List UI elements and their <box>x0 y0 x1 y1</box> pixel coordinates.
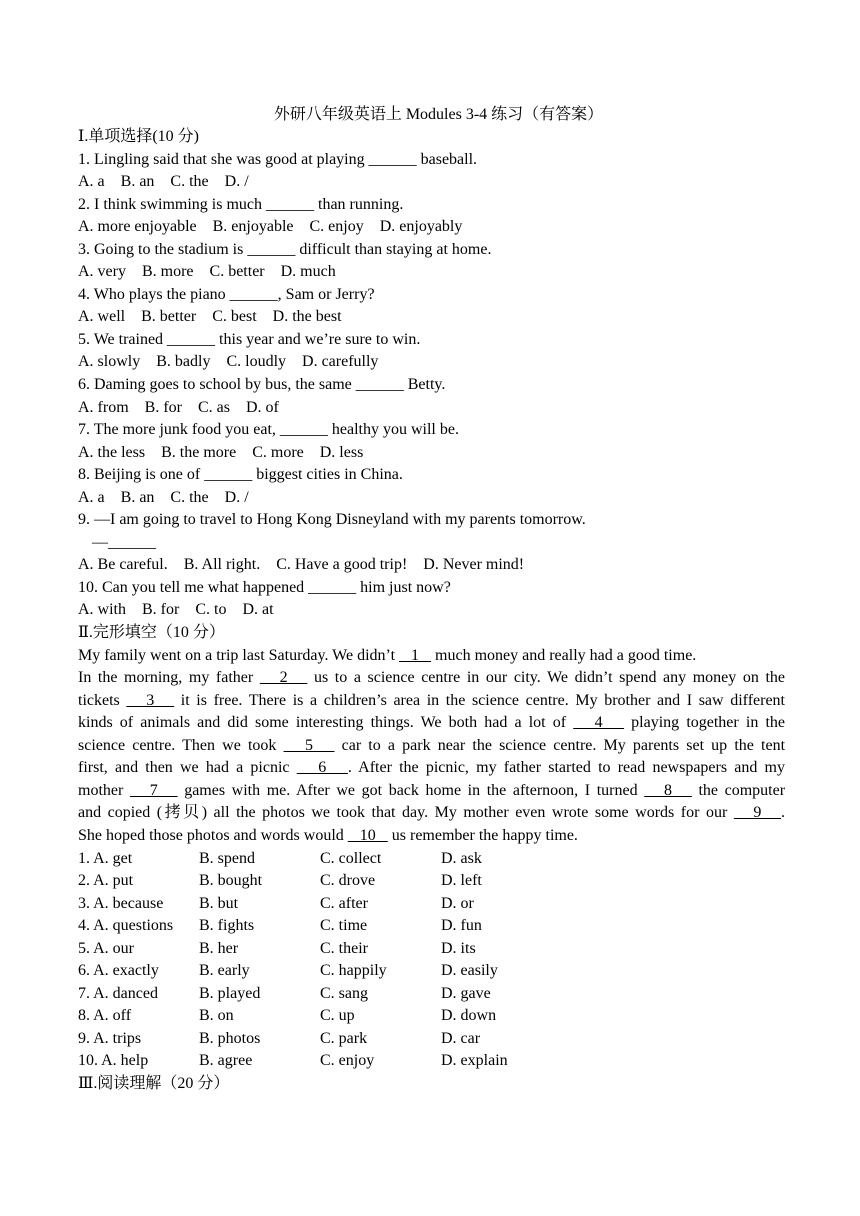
question-2-options: A. more enjoyable B. enjoyable C. enjoy D. enjoyably <box>78 218 463 236</box>
question-8-options: A. a B. an C. the D. / <box>78 488 249 506</box>
choice-option: D. explain <box>441 1052 508 1070</box>
passage-text: She hoped those photos and words would <box>78 826 348 844</box>
passage-text: and copied (拷贝) all the photos we took that day. My mother even wrote some words for our <box>78 804 734 822</box>
choice-option: B. agree <box>199 1052 253 1070</box>
choice-option: 3. A. because <box>78 894 164 912</box>
choice-option: 5. A. our <box>78 939 134 957</box>
question-7: 7. The more junk food you eat, ______ healthy you will be. <box>78 421 459 439</box>
choice-option: B. spend <box>199 849 255 867</box>
choice-option: D. left <box>441 872 482 890</box>
choice-option: D. ask <box>441 849 482 867</box>
choice-row <box>78 915 785 938</box>
choice-option: C. after <box>320 894 368 912</box>
passage-text: In the morning, my father <box>78 669 260 687</box>
question-3-options: A. very B. more C. better D. much <box>78 263 336 281</box>
choice-row <box>78 1005 785 1028</box>
question-1-options: A. a B. an C. the D. / <box>78 173 249 191</box>
choice-option: D. or <box>441 894 474 912</box>
passage-text: science centre. Then we took <box>78 736 284 754</box>
question-4: 4. Who plays the piano ______, Sam or Jerry? <box>78 285 375 303</box>
choice-option: B. on <box>199 1007 234 1025</box>
passage-line <box>78 757 785 780</box>
choice-option: 10. A. help <box>78 1052 149 1070</box>
choice-row <box>78 893 785 916</box>
choice-option: B. but <box>199 894 239 912</box>
choice-row <box>78 938 785 961</box>
question-2: 2. I think swimming is much ______ than running. <box>78 195 404 213</box>
choice-option: 6. A. exactly <box>78 962 159 980</box>
passage-text: . After the picnic, my father started to read newspapers and my <box>347 759 786 777</box>
passage-text: playing together in the <box>624 714 786 732</box>
choice-row <box>78 983 785 1006</box>
choice-option: D. easily <box>441 962 498 980</box>
page-title: 外研八年级英语上 Modules 3-4 练习（有答案） <box>273 106 604 123</box>
cloze-blank: 3 <box>126 691 175 709</box>
question-7-options: A. the less B. the more C. more D. less <box>78 443 364 461</box>
question-5-options: A. slowly B. badly C. loudly D. carefully <box>78 353 379 371</box>
choice-option: 9. A. trips <box>78 1029 142 1047</box>
cloze-blank: 7 <box>129 781 178 799</box>
section-1-questions <box>78 149 785 622</box>
choice-option: B. bought <box>199 872 263 890</box>
question-1: 1. Lingling said that she was good at playing ______ baseball. <box>78 150 478 168</box>
choice-row <box>78 870 785 893</box>
passage-line <box>78 802 785 825</box>
choice-option: C. collect <box>320 849 382 867</box>
question-5: 5. We trained ______ this year and we’re sure to win. <box>78 330 421 348</box>
passage-line <box>78 825 785 848</box>
passage-text: . <box>781 804 785 822</box>
passage-text: mother <box>78 781 130 799</box>
passage-text: it is free. There is a children’s area in the science centre. My brother and I saw different <box>174 691 785 709</box>
cloze-blank: 5 <box>283 736 335 754</box>
section-2-heading: Ⅱ.完形填空（10 分） <box>78 624 225 642</box>
choice-option: D. gave <box>441 984 491 1002</box>
cloze-passage <box>78 645 785 848</box>
cloze-blank: 6 <box>296 759 348 777</box>
choice-option: D. car <box>441 1029 481 1047</box>
choice-option: B. her <box>199 939 239 957</box>
choice-option: 7. A. danced <box>78 984 158 1002</box>
choice-row <box>78 960 785 983</box>
passage-text: first, and then we had a picnic <box>78 759 297 777</box>
passage-text: games with me. After we got back home in the afternoon, I turned <box>177 781 645 799</box>
choice-option: 8. A. off <box>78 1007 132 1025</box>
choice-option: D. down <box>441 1007 497 1025</box>
choice-option: 1. A. get <box>78 849 133 867</box>
choice-row <box>78 1050 785 1073</box>
question-9-options: A. Be careful. B. All right. C. Have a good trip! D. Never mind! <box>78 556 525 574</box>
choice-option: D. its <box>441 939 476 957</box>
choice-row <box>78 1028 785 1051</box>
question-3: 3. Going to the stadium is ______ difficult than staying at home. <box>78 240 492 258</box>
cloze-blank: 8 <box>644 781 692 799</box>
passage-line <box>78 735 785 758</box>
passage-text: us to a science centre in our city. We didn’t spend any money on the <box>307 669 786 687</box>
question-9: 9. —I am going to travel to Hong Kong Disneyland with my parents tomorrow. <box>78 511 586 529</box>
passage-line <box>78 690 785 713</box>
passage-text: My family went on a trip last Saturday. We didn’t <box>78 646 400 664</box>
choice-option: C. sang <box>320 984 368 1002</box>
choice-option: C. enjoy <box>320 1052 375 1070</box>
passage-text: kinds of animals and did some interesting things. We both had a lot of <box>78 714 574 732</box>
worksheet-page <box>78 104 785 1096</box>
choice-option: C. happily <box>320 962 387 980</box>
question-10-options: A. with B. for C. to D. at <box>78 601 274 619</box>
section-3-heading: Ⅲ.阅读理解（20 分） <box>78 1074 230 1092</box>
choice-option: C. up <box>320 1007 355 1025</box>
cloze-blank: 4 <box>573 714 625 732</box>
passage-line <box>78 712 785 735</box>
section-1-heading: Ⅰ.单项选择(10 分) <box>78 128 199 145</box>
question-4-options: A. well B. better C. best D. the best <box>78 308 342 326</box>
choice-option: 2. A. put <box>78 872 134 890</box>
passage-line <box>78 780 785 803</box>
question-6: 6. Daming goes to school by bus, the same ______ Betty. <box>78 376 446 394</box>
choice-option: C. time <box>320 917 368 935</box>
question-9-response: —______ <box>92 533 156 551</box>
question-10: 10. Can you tell me what happened ______ him just now? <box>78 578 451 596</box>
cloze-choices-table <box>78 848 785 1073</box>
passage-text: the computer <box>691 781 786 799</box>
choice-option: B. early <box>199 962 250 980</box>
passage-text: car to a park near the science centre. My parents set up the tent <box>334 736 786 754</box>
choice-option: 4. A. questions <box>78 917 174 935</box>
passage-text: us remember the happy time. <box>387 826 578 844</box>
choice-option: B. played <box>199 984 261 1002</box>
cloze-blank: 2 <box>259 669 308 687</box>
cloze-blank: 10 <box>347 826 388 844</box>
passage-text: tickets <box>78 691 127 709</box>
choice-option: C. drove <box>320 872 376 890</box>
choice-option: C. their <box>320 939 368 957</box>
question-6-options: A. from B. for C. as D. of <box>78 398 279 416</box>
choice-option: B. fights <box>199 917 255 935</box>
question-8: 8. Beijing is one of ______ biggest cities in China. <box>78 466 403 484</box>
cloze-blank: 1 <box>399 646 432 664</box>
passage-line <box>78 645 785 668</box>
choice-option: C. park <box>320 1029 368 1047</box>
passage-text: much money and really had a good time. <box>431 646 697 664</box>
passage-line <box>78 667 785 690</box>
choice-option: D. fun <box>441 917 482 935</box>
choice-row <box>78 848 785 871</box>
choice-option: B. photos <box>199 1029 261 1047</box>
cloze-blank: 9 <box>733 804 781 822</box>
